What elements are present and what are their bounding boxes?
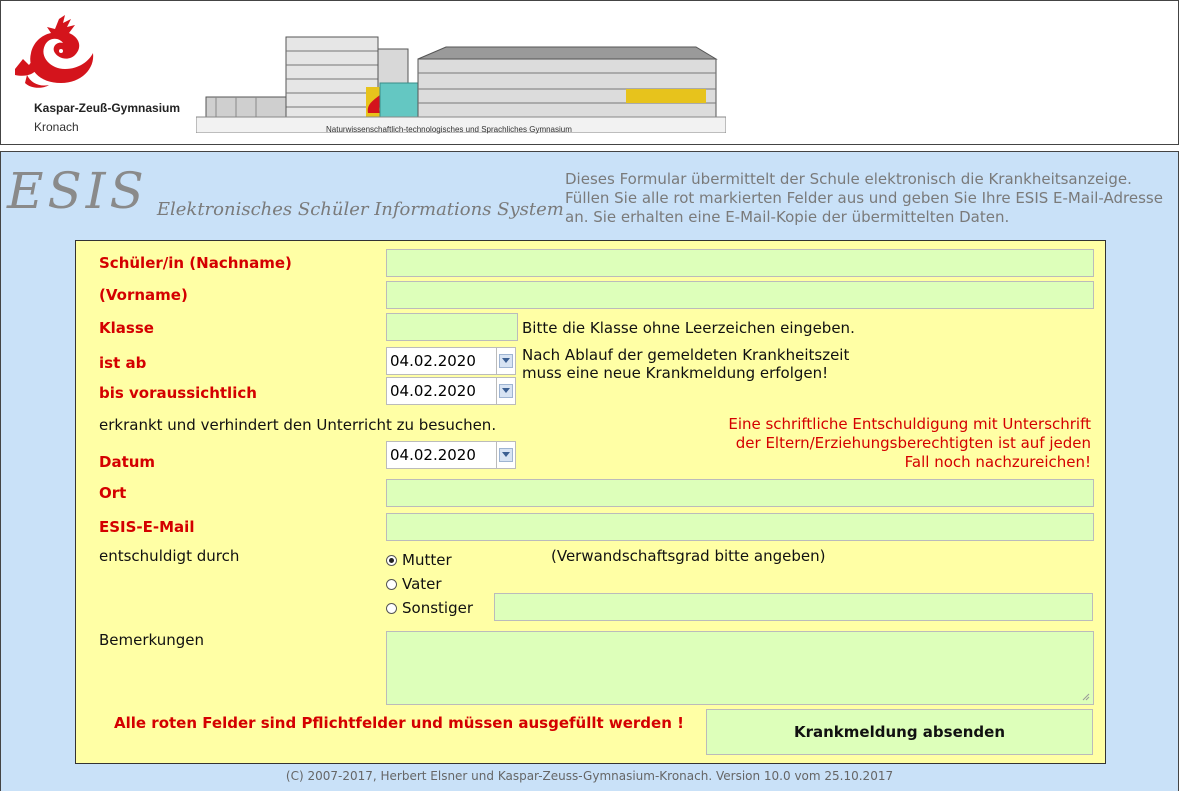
period-hint-line-2: muss eine neue Krankmeldung erfolgen!: [522, 364, 829, 382]
from-label: ist ab: [99, 354, 147, 372]
school-logo[interactable]: [9, 13, 199, 138]
school-city: Kronach: [34, 120, 79, 134]
radio-other[interactable]: [386, 599, 473, 617]
from-date-picker: [386, 347, 516, 375]
excused-by-label: entschuldigt durch: [99, 547, 240, 565]
place-label: Ort: [99, 484, 127, 502]
other-relation-input[interactable]: [494, 593, 1093, 621]
chevron-down-icon: [499, 384, 513, 398]
intro-line-2: Füllen Sie alle rot markierten Felder aus und geben Sie Ihre ESIS E-Mail-Adresse an. Sie erhalten eine E-Mail-Kopie der übermittelten Daten.: [565, 189, 1163, 226]
radio-mother[interactable]: [386, 551, 452, 569]
warning-line-3: Fall noch nachzureichen!: [904, 453, 1091, 471]
firstname-label: (Vorname): [99, 286, 188, 304]
place-input[interactable]: [386, 479, 1094, 507]
radio-father[interactable]: [386, 575, 442, 593]
chevron-down-icon: [499, 448, 513, 462]
submit-button[interactable]: Krankmeldung absenden: [706, 709, 1093, 755]
radio-button[interactable]: [386, 603, 397, 614]
from-date-dropdown-button[interactable]: [496, 347, 516, 375]
warning-line-1: Eine schriftliche Entschuldigung mit Unterschrift: [728, 415, 1091, 433]
date-input[interactable]: [386, 441, 496, 469]
school-building-image: [196, 13, 726, 133]
until-date-dropdown-button[interactable]: [496, 377, 516, 405]
remarks-textarea[interactable]: [386, 631, 1094, 705]
until-date-picker: [386, 377, 516, 405]
required-fields-note: Alle roten Felder sind Pflichtfelder und müssen ausgefüllt werden !: [114, 714, 684, 732]
radio-father-label: Vater: [402, 575, 442, 593]
date-picker: [386, 441, 516, 469]
date-dropdown-button[interactable]: [496, 441, 516, 469]
period-hint: [522, 346, 849, 382]
intro-text: [565, 170, 1165, 227]
relation-hint: (Verwandschaftsgrad bitte angeben): [551, 547, 826, 565]
chevron-down-icon: [499, 354, 513, 368]
until-label: bis voraussichtlich: [99, 384, 257, 402]
copyright: (C) 2007-2017, Herbert Elsner und Kaspar-Zeuss-Gymnasium-Kronach. Version 10.0 vom 25.10.2017: [285, 769, 894, 783]
esis-logo: [7, 162, 564, 220]
radio-mother-label: Mutter: [402, 551, 452, 569]
resize-grip-icon[interactable]: [1080, 691, 1090, 701]
sick-note-form: [75, 240, 1106, 764]
date-label: Datum: [99, 453, 156, 471]
remarks-label: Bemerkungen: [99, 631, 205, 649]
page-header: [0, 0, 1179, 145]
class-label: Klasse: [99, 319, 154, 337]
written-excuse-warning: [671, 415, 1091, 472]
school-name: Kaspar-Zeuß-Gymnasium: [34, 101, 181, 115]
sick-text: erkrankt und verhindert den Unterricht zu besuchen.: [99, 416, 497, 434]
email-label: ESIS-E-Mail: [99, 518, 195, 536]
class-hint: Bitte die Klasse ohne Leerzeichen eingeben.: [522, 319, 855, 337]
until-date-input[interactable]: [386, 377, 496, 405]
building-caption: Naturwissenschaftlich-technologisches und Sprachliches Gymnasium: [326, 125, 572, 134]
esis-title: ESIS: [7, 162, 148, 220]
dragon-logo-icon: [9, 13, 99, 93]
radio-other-label: Sonstiger: [402, 599, 473, 617]
warning-line-2: der Eltern/Erziehungsberechtigten ist auf jeden: [735, 434, 1091, 452]
firstname-input[interactable]: [386, 281, 1094, 309]
class-input[interactable]: [386, 313, 518, 341]
radio-button-checked[interactable]: [386, 555, 397, 566]
main-area: [0, 151, 1179, 791]
radio-button[interactable]: [386, 579, 397, 590]
lastname-input[interactable]: [386, 249, 1094, 277]
from-date-input[interactable]: [386, 347, 496, 375]
lastname-label: Schüler/in (Nachname): [99, 254, 292, 272]
esis-subtitle: Elektronisches Schüler Informations System: [156, 199, 564, 220]
email-input[interactable]: [386, 513, 1094, 541]
intro-line-1: Dieses Formular übermittelt der Schule elektronisch die Krankheitsanzeige.: [565, 170, 1132, 188]
period-hint-line-1: Nach Ablauf der gemeldeten Krankheitszeit: [522, 346, 850, 364]
